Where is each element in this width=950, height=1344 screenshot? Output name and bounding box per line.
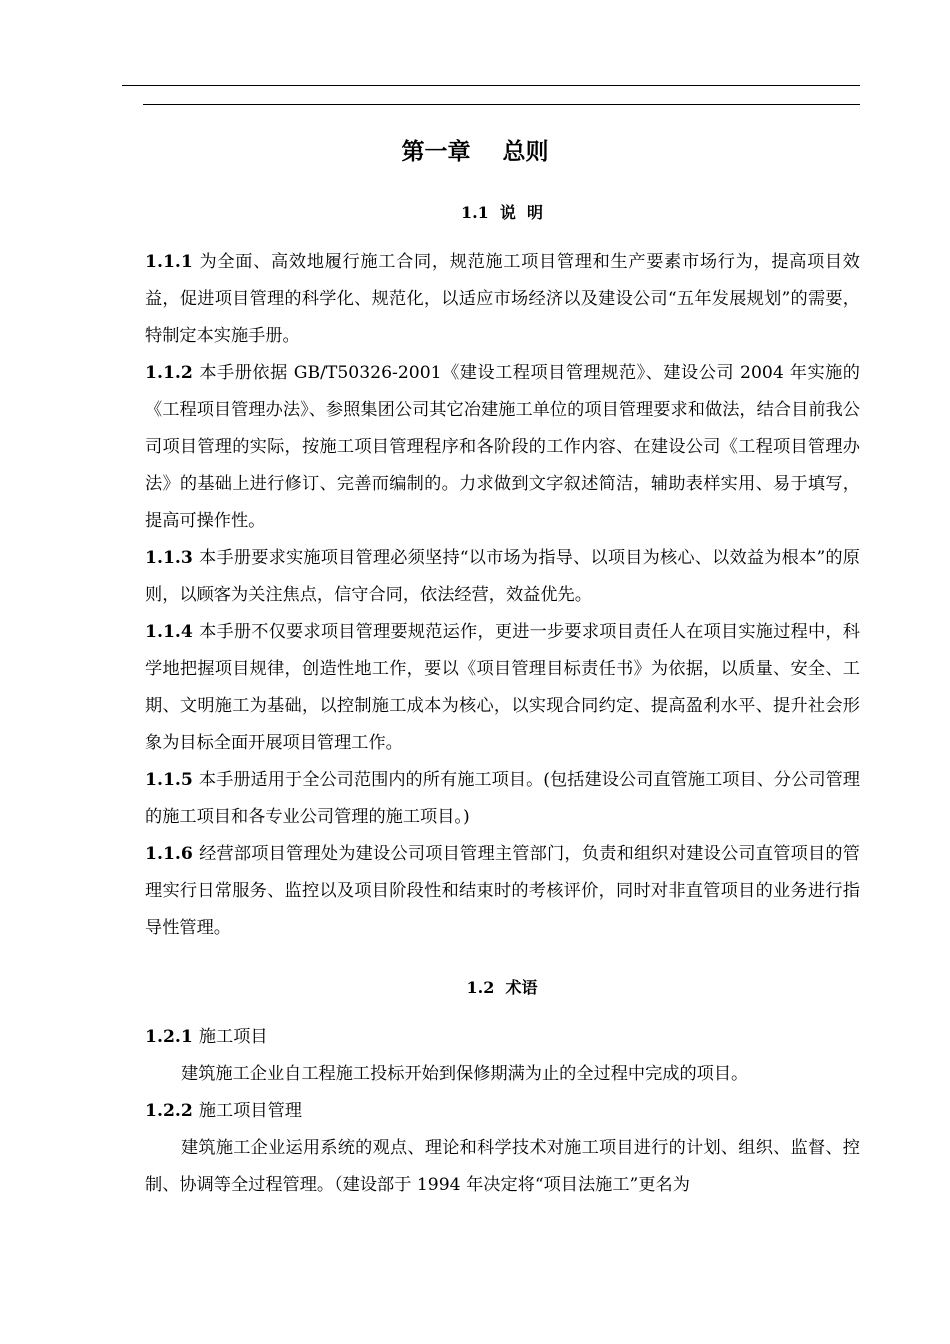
section-1-2-body (145, 1019, 860, 1204)
term-definition-1-2-2: 建筑施工企业运用系统的观点、理论和科学技术对施工项目进行的计划、组织、监督、控制、协调等全过程管理。（建设部于 1994 年决定将“项目法施工”更名为 (145, 1138, 860, 1195)
term-heading-1-2-2 (145, 1093, 860, 1130)
clause-number: 1.1.3 (145, 548, 193, 568)
section-1-1-body (145, 244, 860, 947)
clause-number: 1.1.4 (145, 622, 193, 642)
section-heading-1-2: 1.2 术语 (466, 978, 538, 997)
term-definition-1-2-1: 建筑施工企业自工程施工投标开始到保修期满为止的全过程中完成的项目。 (181, 1064, 749, 1084)
clause-text: 本手册不仅要求项目管理要规范运作，更进一步要求项目责任人在项目实施过程中，科学地把握项目规律，创造性地工作，要以《项目管理目标责任书》为依据，以质量、安全、工期、文明施工为基础，以控制施工成本为核心，以实现合同约定、提高盈利水平、提升社会形象为目标全面开展项目管理工作。 (145, 622, 860, 753)
clause-number: 1.2.2 (145, 1101, 193, 1121)
paragraph-1-1-1 (145, 244, 860, 355)
chapter-title: 第一章 总则 (401, 138, 549, 165)
clause-number: 1.1.2 (145, 363, 193, 383)
clause-number: 1.1.5 (145, 770, 193, 790)
paragraph-1-1-4 (145, 614, 860, 762)
paragraph-1-1-6 (145, 836, 860, 947)
clause-text: 本手册适用于全公司范围内的所有施工项目。(包括建设公司直管施工项目、分公司管理的施工项目和各专业公司管理的施工项目。) (145, 770, 860, 827)
paragraph-1-1-3 (145, 540, 860, 614)
term-name: 施工项目 (198, 1027, 268, 1047)
term-heading-1-2-1 (145, 1019, 860, 1056)
clause-text: 为全面、高效地履行施工合同，规范施工项目管理和生产要素市场行为，提高项目效益，促进项目管理的科学化、规范化，以适应市场经济以及建设公司“五年发展规划”的需要，特制定本实施手册。 (145, 252, 860, 346)
clause-number: 1.1.1 (145, 252, 193, 272)
clause-text: 经营部项目管理处为建设公司项目管理主管部门，负责和组织对建设公司直管项目的管理实行日常服务、监控以及项目阶段性和结束时的考核评价，同时对非直管项目的业务进行指导性管理。 (145, 844, 860, 938)
paragraph-1-1-2 (145, 355, 860, 540)
paragraph-1-1-5 (145, 762, 860, 836)
header-rule-top (122, 85, 860, 86)
term-name: 施工项目管理 (198, 1101, 302, 1121)
section-heading-1-1: 1.1 说 明 (460, 203, 544, 222)
header-rule-bottom (143, 104, 860, 105)
clause-text: 本手册依据 GB/T50326-2001《建设工程项目管理规范》、建设公司 2004 年实施的《工程项目管理办法》、参照集团公司其它冶建施工单位的项目管理要求和做法，结合目前我公司项目管理的实际，按施工项目管理程序和各阶段的工作内容、在建设公司《工程项目管理办法》的基础上进行修订、完善而编制的。力求做到文字叙述简洁，辅助表样实用、易于填写，提高可操作性。 (145, 363, 860, 531)
clause-text: 本手册要求实施项目管理必须坚持“以市场为指导、以项目为核心、以效益为根本”的原则，以顾客为关注焦点，信守合同，依法经营，效益优先。 (145, 548, 860, 605)
clause-number: 1.1.6 (145, 844, 193, 864)
clause-number: 1.2.1 (145, 1027, 193, 1047)
